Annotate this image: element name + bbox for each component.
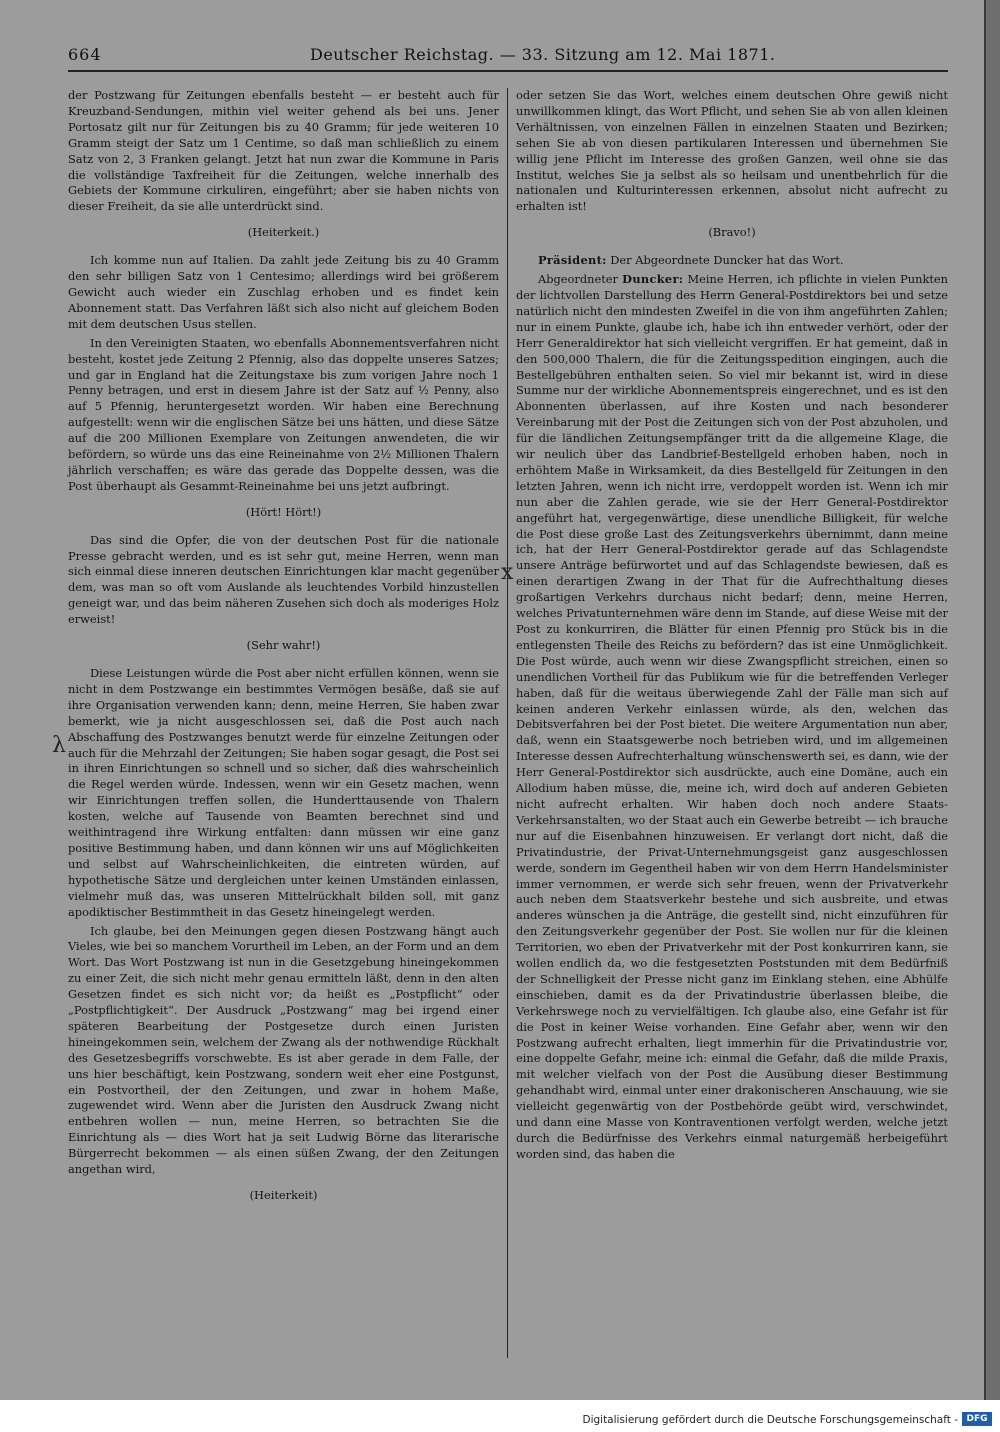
speaker-prefix: Abgeordneter bbox=[538, 272, 618, 287]
paragraph: Ich komme nun auf Italien. Da zahlt jede Zeitung bis zu 40 Gramm den sehr billigen Satz von 1 Centesimo; allerdings wird bei größerem Gewicht auch wieder ein Zuschlag erhoben und es findet kein Abonnement statt. Das Verfahren läßt sich also nicht auf gleichem Boden mit dem deutschen Usus stellen. bbox=[68, 253, 499, 331]
header-rule bbox=[68, 70, 948, 72]
interjection: (Sehr wahr!) bbox=[246, 638, 321, 653]
footer bbox=[0, 1400, 1000, 1432]
running-head: Deutscher Reichstag. — 33. Sitzung am 12. Mai 1871. bbox=[310, 45, 776, 64]
president-statement bbox=[516, 253, 948, 269]
paragraph: In den Vereinigten Staaten, wo ebenfalls Abonnementsverfahren nicht besteht, kostet jede Zeitung 2 Pfennig, also das doppelte unseres Satzes; und gar in England hat die Zeitungstaxe bis zum vorigen Jahre noch 1 Penny betragen, und erst in diesem Jahre ist der Satz auf ½ Penny, also auf 5 Pfennig, heruntergesetzt worden. Wir haben eine Berechnung aufgestellt: wenn wir die englischen Sätze bei uns hätten, und diese Sätze auf die 200 Millionen Exemplare von Zeitungen anwendeten, die wir befördern, so würde uns das eine Reineinahme von 2½ Millionen Thalern jährlich verschaffen; es wäre das gerade das Doppelte dessen, was die Post überhaupt als Gesammt-Reineinahme bei uns jetzt aufbringt. bbox=[68, 335, 499, 493]
interjection: (Hört! Hört!) bbox=[245, 504, 322, 519]
page-header bbox=[68, 45, 948, 69]
scan-edge bbox=[984, 0, 1000, 1400]
footer-credit: Digitalisierung gefördert durch die Deutsche Forschungsgemeinschaft - bbox=[582, 1414, 958, 1426]
speaker-label: Präsident: bbox=[538, 253, 607, 268]
speech-text: Meine Herren, ich pflichte in vielen Punkten der lichtvollen Darstellung des Herrn General-Postdirektors bei und setze natürlich nicht den mindesten Zweifel in die von ihm angeführten Zahlen; nur in einem Punkte, glaube ich, habe ich ihn entweder verhört, oder der Herr Generaldirektor hat sich vielleicht vergriffen. Er hat gemeint, daß in den 500,000 Thalern, die für die Zeitungsspedition eingingen, auch die Bestellgebühren enthalten seien. So viel mir bekannt ist, wird in diese Summe nur der wirkliche Abonnementspreis eingerechnet, und es ist den Abonnenten überlassen, auf ihre Kosten und nach besonderer Vereinbarung mit der Post die Zeitungen sich von der Post abzuholen, und für die ländlichen Zeitungsempfänger tritt da die allgemeine Klage, die wir neulich über das Landbrief-Bestellgeld erhoben haben, noch in erhöhtem Maße in Wirksamkeit, da dies Bestellgeld für Zeitungen in den letzten Jahren, wenn ich nicht irre, verdoppelt worden ist. Wenn ich mir nun aber die Zahlen gerade, wie sie der Herr General-Postdirektor angeführt hat, vergegenwärtige, diese unendliche Billigkeit, für welche die Post diese große Last des Zeitungsverkehrs übernimmt, dann meine ich, hat der Herr General-Postdirektor gerade auf das Schlagendste unsere Anträge befürwortet und auf das Schlagendste bewiesen, daß es einen derartigen Zwang in der That für die Aufrechthaltung dieses großartigen Verkehrs durchaus nicht bedarf; denn, meine Herren, welches Privatunternehmen wäre denn im Stande, auf diese Weise mit der Post zu konkurriren, die Blätter für einen Pfennig pro Stück bis in die entlegensten Theile des Reichs zu befördern? das ist eine Unmöglichkeit. Die Post würde, auch wenn wir diese Zwangspflicht streichen, einen so unendlichen Vortheil für das Publikum wie für die betreffenden Verleger haben, daß für die weitaus überwiegende Zahl der Fälle man sich auf keinen anderen Verkehr einlassen würde, als den, welchen das Debitsverfahren bei der Post bietet. Die weitere Argumentation nun aber, daß, wenn ein Staatsgewerbe noch betrieben wird, und im allgemeinen Interesse dessen Aufrechterhaltung wünschenswerth sei, es dann, wie der Herr General-Postdirektor sich ausdrückte, auch eine Domäne, auch ein Allodium haben müsse, die, meine ich, wird doch auf anderen Gebieten nicht aufrecht erhalten. Wir haben doch noch andere Staats-Verkehrsanstalten, wo der Staat auch ein Gewerbe betreibt — ich brauche nur auf die Eisenbahnen hinzuweisen. Er verlangt dort nicht, daß die Privatindustrie, der Privat-Unternehmungsgeist ganz ausgeschlossen werde, sondern im Gegentheil haben wir von dem Herrn Handelsminister immer vernommen, er werde sich sehr freuen, wenn der Privatverkehr auch neben dem Staatsverkehr bestehe und sich ausbreite, und etwas anderes wünschen ja die Anträge, die gestellt sind, nicht einzuführen für den Zeitungsverkehr gegenüber der Post. Sie wollen nur für die kleinen Territorien, wo eben der Privatverkehr mit der Post konkurriren kann, sie wollen endlich da, wo die festgesetzten Poststunden mit dem Bedürfniß der Schnelligkeit der Presse nicht ganz im Einklang stehen, eine Abhülfe einschieben, damit es da der Privatindustrie überlassen bleibe, die Verkehrswege noch zu vervielfältigen. Ich glaube also, eine Gefahr ist für die Post in keiner Weise vorhanden. Eine Gefahr aber, wenn wir den Postzwang aufrecht erhalten, liegt immerhin für die Privatindustrie vor, eine doppelte Gefahr, meine ich: einmal die Gefahr, daß die milde Praxis, mit welcher vielfach von der Post die Ausübung dieser Bestimmung gehandhabt wird, einmal unter einer drakonischeren Anschauung, wie sie vielleicht gegenwärtig von der Postbehörde geübt wird, verschwindet, und dann eine Masse von Kontraventionen verfolgt werden, welche jetzt durch die Bedürfnisse des Verkehrs einmal naturgemäß herbeigeführt worden sind, das haben die bbox=[516, 272, 949, 1161]
margin-mark: λ bbox=[52, 733, 66, 758]
column-divider bbox=[507, 88, 508, 1358]
interjection: (Heiterkeit) bbox=[249, 1188, 318, 1202]
interjection: (Bravo!) bbox=[708, 225, 756, 240]
paragraph: Ich glaube, bei den Meinungen gegen diesen Postzwang hängt auch Vieles, wie bei so manchem Vorurtheil im Leben, an der Form und an dem Wort. Das Wort Postzwang ist nun in die Gesetzgebung hineingekommen zu einer Zeit, die sich nicht mehr genau ermitteln läßt, denn in den alten Gesetzen findet es sich nicht vor; da heißt es „Postpflicht“ oder „Postpflichtigkeit“. Der Ausdruck „Postzwang“ mag bei irgend einer späteren Bearbeitung der Postgesetze durch einen Juristen hineingekommen sein, welchem der Zwang als der nothwendige Rückhalt des Gesetzesbegriffs vorschwebte. Es ist aber gerade in dem Falle, der uns hier beschäftigt, kein Postzwang, sondern weit eher eine Postgunst, ein Postvortheil, der den Zeitungen, und zwar in hohem Maße, zugewendet wird. Wenn aber die Juristen den Ausdruck Zwang nicht entbehren wollen — nun, meine Herren, so betrachten Sie die Einrichtung als — dies Wort hat ja seit Ludwig Börne das literarische Bürgerrecht bekommen — als einen süßen Zwang, der den Zeitungen angethan wird, bbox=[68, 923, 499, 1177]
margin-mark: x bbox=[501, 560, 514, 585]
statement-text: Der Abgeordnete Duncker hat das Wort. bbox=[610, 253, 844, 268]
paragraph: Diese Leistungen würde die Post aber nicht erfüllen können, wenn sie nicht in dem Postzwange ein bestimmtes Vermögen besäße, daß sie auf ihre Organisation verwenden kann; denn, meine Herren, Sie haben zwar bemerkt, wie ja nicht ausgeschlossen sei, daß die Post auch nach Abschaffung des Postzwanges benutzt werde für einzelne Zeitungen oder auch für die Mehrzahl der Zeitungen; Sie haben sogar gesagt, die Post sei in ihren Einrichtungen so schnell und so sicher, daß dies wahrscheinlich die Regel werden würde. Indessen, wenn wir ein Gesetz machen, wenn wir Einrichtungen treffen sollen, die Hunderttausende von Thalern kosten, welche auf Tausende von Beamten berechnet sind und weithintragend ihre Wirkung entfalten: dann müssen wir eine ganz positive Bestimmung haben, und dann können wir uns auf Möglichkeiten und selbst auf Wahrscheinlichkeiten, die eintreten würden, auf hypothetische Sätze und dergleichen unter keinen Umständen einlassen, vielmehr muß das, was unseren Mittelrückhalt bilden soll, mit ganz apodiktischer Bestimmtheit in das Gesetz hineingelegt werden. bbox=[68, 666, 499, 919]
interjection: (Heiterkeit.) bbox=[247, 225, 320, 240]
dfg-logo: DFG bbox=[962, 1412, 992, 1426]
paragraph: Das sind die Opfer, die von der deutschen Post für die nationale Presse gebracht werden, und es ist sehr gut, meine Herren, wenn man sich einmal diese inneren deutschen Einrichtungen klar macht gegenüber dem, was man so oft vom Auslande als leuchtendes Vorbild hinzustellen geneigt war, und das beim näheren Zusehen sich doch als moderiges Holz erweist! bbox=[68, 532, 499, 627]
left-column bbox=[68, 88, 499, 1216]
paragraph: oder setzen Sie das Wort, welches einem deutschen Ohre gewiß nicht unwillkommen klingt, das Wort Pflicht, und sehen Sie ab von allen kleinen Verhältnissen, von einzelnen Fällen in einzelnen Staaten und Bezirken; sehen Sie ab von diesen partikularen Interessen und übernehmen Sie willig jene Pflicht im Interesse des großen Ganzen, weil ohne sie das Institut, welches Sie ja selbst als so heilsam und unentbehrlich für die nationalen und Kulturinteressen erkennen, absolut nicht aufrecht zu erhalten ist! bbox=[516, 88, 948, 214]
page-number: 664 bbox=[68, 45, 102, 64]
right-column bbox=[516, 88, 948, 1166]
speech-paragraph bbox=[516, 272, 948, 1163]
speaker-name: Duncker: bbox=[622, 272, 684, 287]
paragraph: der Postzwang für Zeitungen ebenfalls besteht — er besteht auch für Kreuzband-Sendungen, mithin viel weiter gehend als bei uns. Jener Portosatz gilt nur für Zeitungen bis zu 40 Gramm; für jede weiteren 10 Gramm steigt der Satz um 1 Centime, so daß man schließlich zu einem Satz von 2, 3 Franken gelangt. Jetzt hat nun zwar die Kommune in Paris die vollständige Taxfreiheit für die Zeitungen, welche innerhalb des Gebiets der Kommune cirkuliren, eingeführt; aber sie haben nichts von dieser Freiheit, da sie alle unterdrückt sind. bbox=[68, 88, 499, 214]
